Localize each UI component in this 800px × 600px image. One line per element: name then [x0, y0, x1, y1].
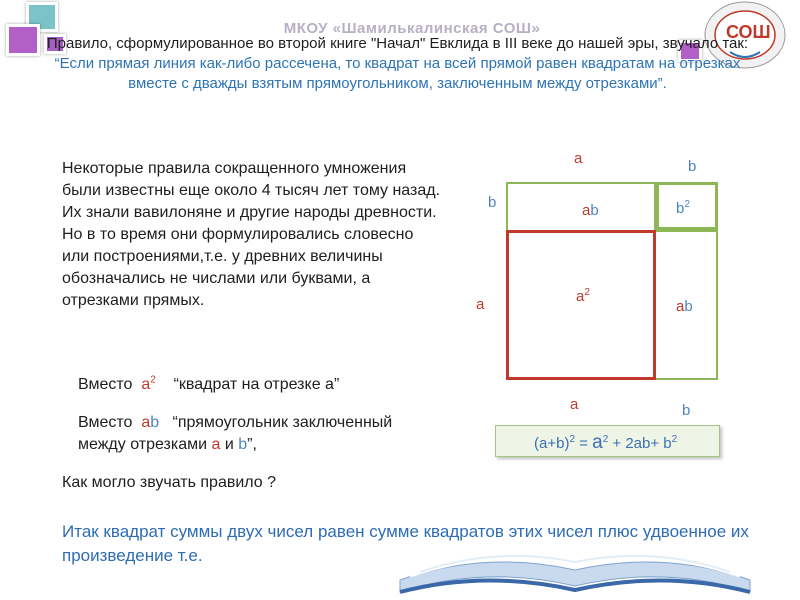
formula-box [495, 425, 720, 457]
square-meaning: “квадрат на отрезке а” [173, 376, 340, 393]
instead-prefix: Вместо [78, 376, 133, 393]
conclusion-text: Итак квадрат суммы двух чисел равен сумме квадратов этих чисел плюс удвоенное их произведение т.е. [62, 522, 749, 565]
cell-ab-top: ab [582, 202, 599, 219]
bottom-label-a: a [570, 396, 579, 413]
formula-b-exp: 2 [671, 434, 678, 445]
cell-a-squared: $a^2$ [576, 287, 590, 305]
bottom-label-b: b [682, 402, 691, 419]
formula-eq: = [575, 435, 593, 452]
left-label-b: b [488, 194, 497, 211]
intro-paragraph [30, 34, 765, 94]
rect-ab-top [506, 182, 656, 230]
school-logo-text: СОШ [726, 22, 771, 42]
instead-rect-line [78, 412, 423, 456]
rect-meaning: “прямоугольник заключенный между отрезками [78, 414, 393, 453]
formula-lhs-exp: 2 [569, 434, 575, 445]
segment-a: а [211, 436, 221, 453]
cell-b-squared: $b^2$ [676, 199, 690, 217]
instead-prefix-2: Вместо [78, 414, 133, 431]
formula-mid: + 2ab+ b [608, 435, 672, 452]
euclid-quote: “Если прямая линия как-либо рассечена, то квадрат на всей прямой равен квадратам на отрезках вместе с дважды взятым прямоугольником, заключенным между отрезками”. [54, 55, 741, 92]
school-title: МКОУ «Шамилькалинская СОШ» [283, 20, 541, 37]
segment-b: b [238, 436, 248, 453]
square-diagram [470, 150, 730, 420]
open-book-image [395, 520, 755, 600]
top-label-b: b [688, 158, 697, 175]
left-label-a: a [476, 296, 485, 313]
top-label-a: a [574, 150, 583, 167]
question-text: Как могло звучать правило ? [62, 474, 277, 491]
cell-ab-right: ab [676, 298, 693, 315]
history-paragraph: Некоторые правила сокращенного умножения были известны еще около 4 тысяч лет тому назад. Их знали вавилоняне и другие народы древности. Но в то время они формулировались словесно или построениями,т.е. у древних величины обозначались не числами или буквами, а отрезками прямых. [62, 160, 441, 309]
instead-square-line [78, 374, 418, 396]
quote-close: ”, [247, 436, 257, 453]
and-word: и [224, 436, 234, 453]
formula-a: a [592, 432, 603, 453]
formula-a-exp: 2 [602, 434, 609, 445]
intro-lead: Правило, сформулированное во второй книге "Начал" Евклида в III веке до нашей эры, звучало так: [46, 35, 749, 52]
ab-symbol: ab [141, 414, 160, 431]
a-squared-symbol: $a^2$ [141, 374, 156, 393]
formula-lhs: (a+b) [534, 435, 570, 452]
square-a2 [506, 230, 656, 380]
